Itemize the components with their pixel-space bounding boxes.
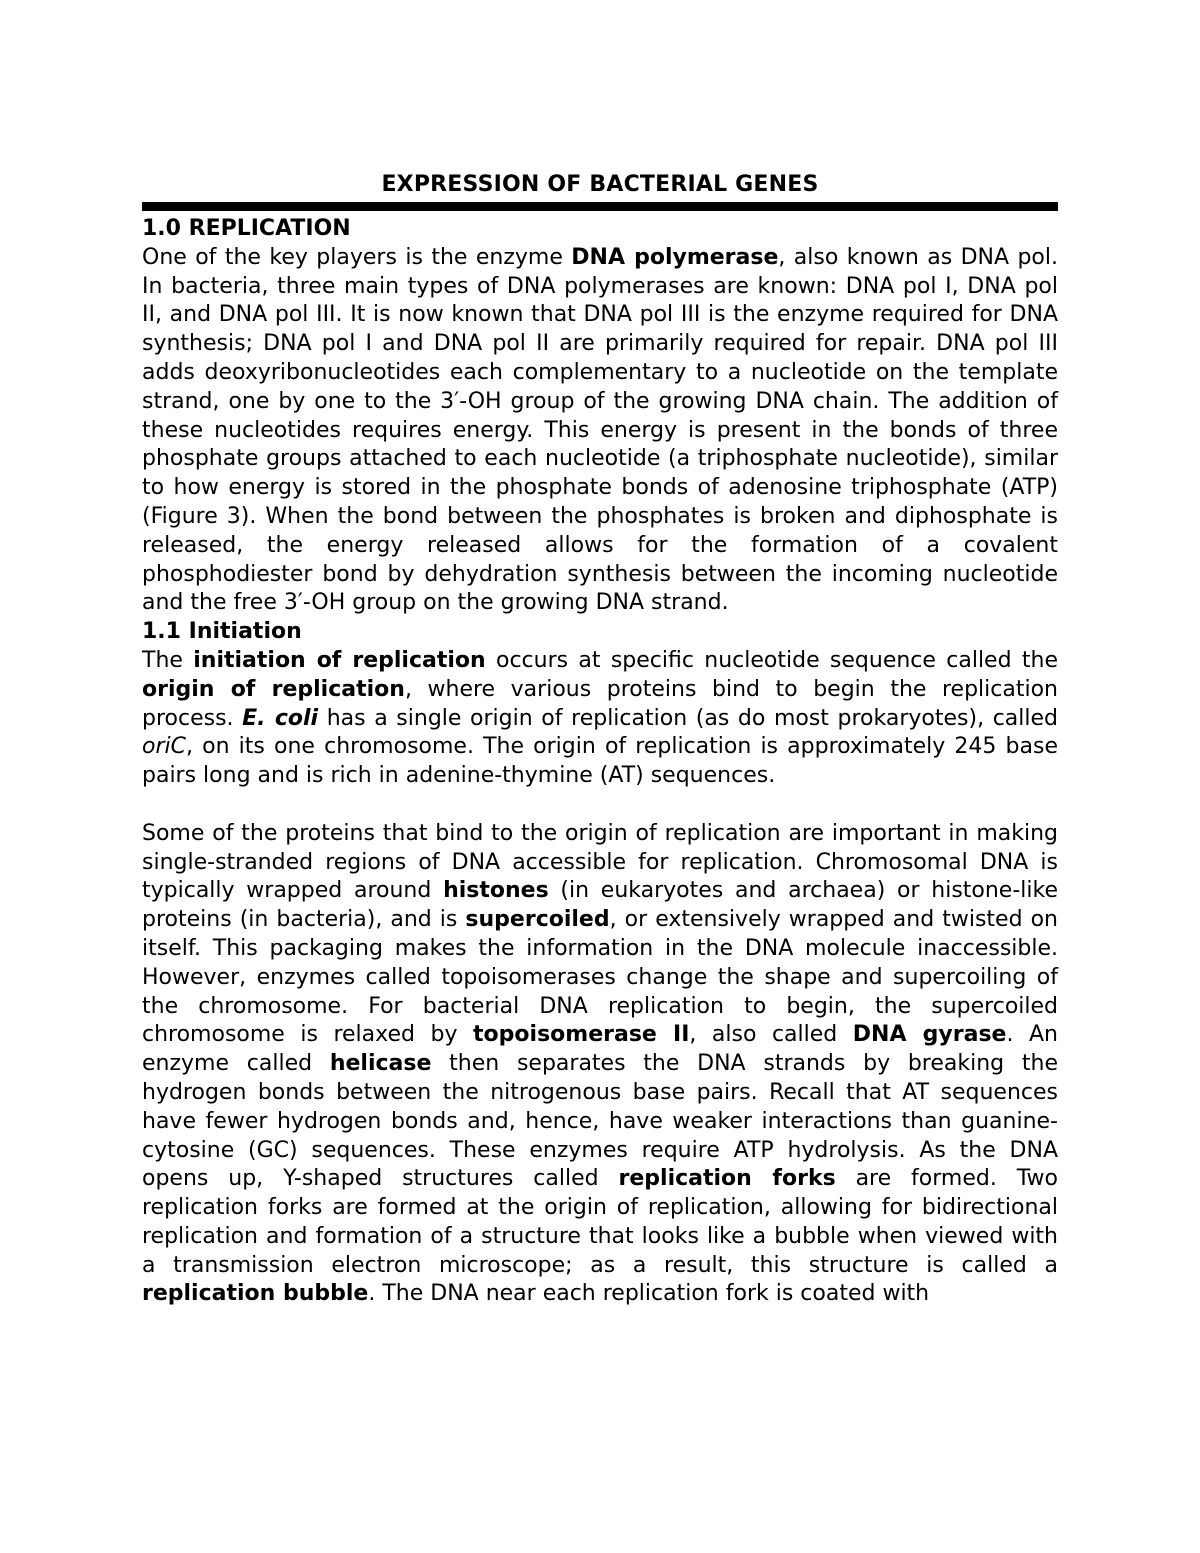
bold-term-dna-polymerase: DNA polymerase: [571, 244, 779, 270]
section-heading-replication: 1.0 REPLICATION: [142, 216, 351, 241]
text-run: The: [142, 647, 194, 673]
text-run: . An enzyme called: [142, 1022, 1058, 1077]
document-page: [142, 170, 1058, 1309]
title-divider: [142, 202, 1058, 211]
bold-term-origin-of-replication: origin of replication: [142, 676, 405, 702]
bold-italic-term-e-coli: [242, 706, 318, 731]
text-run: . The DNA near each replication fork is coated with: [368, 1281, 930, 1307]
text-run: , or extensively wrapped and twisted on itself. This packaging makes the information in the DNA molecule inaccessible. However, enzymes called topoisomerases change the shape and supercoiling of the chromosome. For bacterial DNA replication to begin, the supercoiled chromosome is relaxed by: [142, 907, 1058, 1048]
text-run: are formed. Two replication forks are formed at the origin of replication, allowing for bidirectional replication and formation of a structure that looks like a bubble when viewed with a transmission electron microscope; as a result, this structure is called a: [142, 1166, 1058, 1278]
bold-term-replication-bubble: replication bubble: [142, 1281, 369, 1307]
bold-term-dna-gyrase: DNA gyrase: [852, 1022, 1007, 1048]
document-title: EXPRESSION OF BACTERIAL GENES: [381, 172, 819, 197]
bold-term-topoisomerase-ii: topoisomerase II: [473, 1022, 690, 1048]
bold-term-initiation-of-replication: initiation of replication: [193, 647, 486, 673]
text-run: (in eukaryotes and archaea) or histone-like proteins (in bacteria), and is: [142, 878, 1058, 933]
paragraph-spacer: [142, 791, 1058, 820]
italic-e-coli: E. coli: [242, 705, 319, 731]
text-run: then separates the DNA strands by breaking the hydrogen bonds between the nitrogenous base pairs. Recall that AT sequences have fewer hydrogen bonds and, hence, have weaker interactions than guanine-cytosine (GC) sequences. These enzymes require ATP hydrolysis. As the DNA opens up, Y-shaped structures called: [142, 1051, 1058, 1192]
paragraph-dna-polymerase: [142, 244, 1058, 618]
bold-term-supercoiled: supercoiled: [465, 907, 610, 933]
text-run: , also known as DNA pol. In bacteria, three main types of DNA polymerases are known: DNA pol I, DNA pol II, and DNA pol III. It is now known that DNA pol III is the enzyme required for DNA synthesis; DNA pol I and DNA pol II are primarily required for repair. DNA pol III adds deoxyribonucleotides each complementary to a nucleotide on the template strand, one by one to the 3′-OH group of the growing DNA chain. The addition of these nucleotides requires energy. This energy is present in the bonds of three phosphate groups attached to each nucleotide (a triphosphate nucleotide), similar to how energy is stored in the phosphate bonds of adenosine triphosphate (ATP) (Figure 3). When the bond between the phosphates is broken and diphosphate is released, the energy released allows for the formation of a covalent phosphodiester bond by dehydration synthesis between the incoming nucleotide and the free 3′-OH group on the growing DNA strand.: [142, 244, 1058, 616]
text-run: , where various proteins bind to begin the replication process.: [142, 676, 1058, 731]
text-run: occurs at specific nucleotide sequence called the: [485, 647, 1058, 673]
section-heading-initiation: 1.1 Initiation: [142, 619, 302, 645]
text-run: Some of the proteins that bind to the origin of replication are important in making single-stranded regions of DNA accessible for replication. Chromosomal DNA is typically wrapped around: [142, 820, 1058, 904]
paragraph-proteins-origin: [142, 820, 1058, 1310]
text-run: , on its one chromosome. The origin of replication is approximately 245 base pairs long and is rich in adenine-thymine (AT) sequences.: [142, 734, 1058, 789]
paragraph-initiation: [142, 647, 1058, 791]
bold-term-helicase: helicase: [329, 1051, 432, 1077]
text-run: One of the key players is the enzyme: [142, 244, 572, 270]
bold-term-replication-forks: replication forks: [618, 1166, 836, 1192]
bold-term-histones: histones: [443, 878, 549, 904]
italic-term-oric: oriC: [142, 734, 186, 760]
text-run: has a single origin of replication (as do most prokaryotes), called: [318, 705, 1058, 731]
text-run: , also called: [689, 1022, 853, 1048]
